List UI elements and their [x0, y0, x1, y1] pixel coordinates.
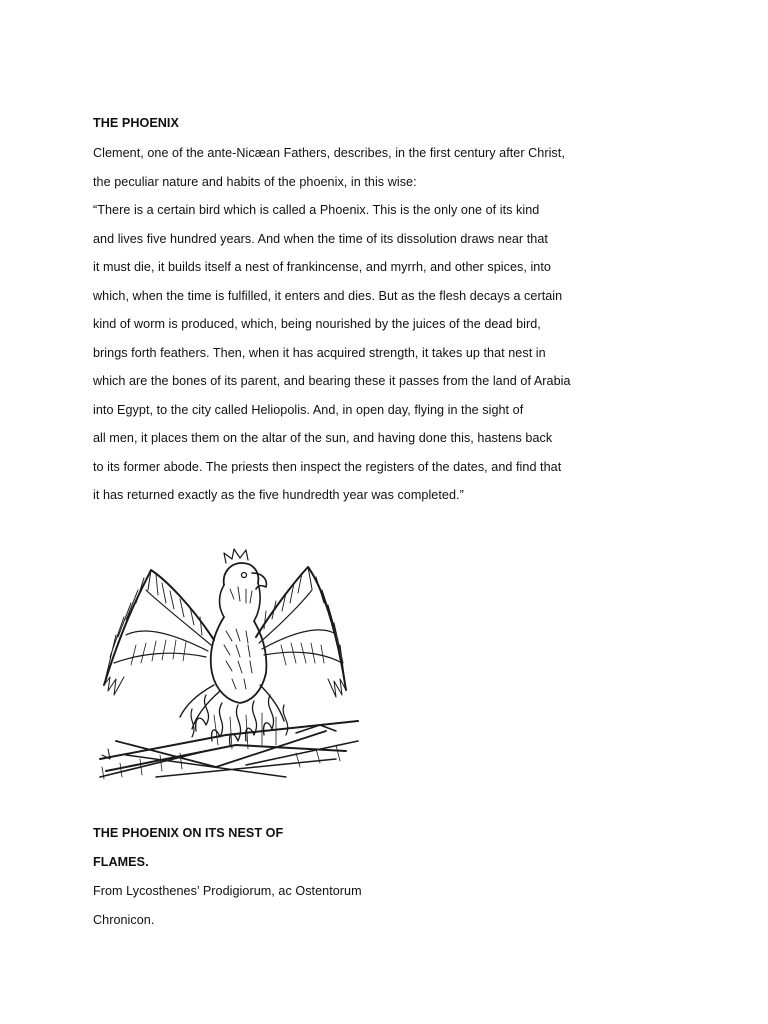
- caption-title: FLAMES.: [93, 855, 149, 869]
- paragraph-line: which are the bones of its parent, and bearing these it passes from the land of Arabia: [93, 374, 571, 388]
- paragraph-line: it must die, it builds itself a nest of frankincense, and myrrh, and other spices, into: [93, 260, 551, 274]
- caption-title: THE PHOENIX ON ITS NEST OF: [93, 826, 284, 840]
- phoenix-woodcut-icon: [96, 545, 364, 780]
- caption-source: From Lycosthenes’ Prodigiorum, ac Ostentorum: [93, 884, 362, 898]
- paragraph-line: into Egypt, to the city called Heliopolis. And, in open day, flying in the sight of: [93, 403, 524, 417]
- paragraph-line: “There is a certain bird which is called a Phoenix. This is the only one of its kind: [93, 203, 540, 217]
- paragraph-line: it has returned exactly as the five hundredth year was completed.”: [93, 488, 464, 502]
- document-title: THE PHOENIX: [93, 116, 179, 130]
- paragraph-line: all men, it places them on the altar of the sun, and having done this, hastens back: [93, 431, 553, 445]
- paragraph-line: brings forth feathers. Then, when it has acquired strength, it takes up that nest in: [93, 346, 546, 360]
- paragraph-line: Clement, one of the ante-Nicæan Fathers, describes, in the first century after Christ,: [93, 146, 565, 160]
- paragraph-line: which, when the time is fulfilled, it enters and dies. But as the flesh decays a certain: [93, 289, 563, 303]
- caption-source: Chronicon.: [93, 913, 155, 927]
- paragraph-line: the peculiar nature and habits of the phoenix, in this wise:: [93, 175, 417, 189]
- paragraph-line: to its former abode. The priests then inspect the registers of the dates, and find that: [93, 460, 562, 474]
- paragraph-line: kind of worm is produced, which, being nourished by the juices of the dead bird,: [93, 317, 541, 331]
- paragraph-line: and lives five hundred years. And when the time of its dissolution draws near that: [93, 232, 548, 246]
